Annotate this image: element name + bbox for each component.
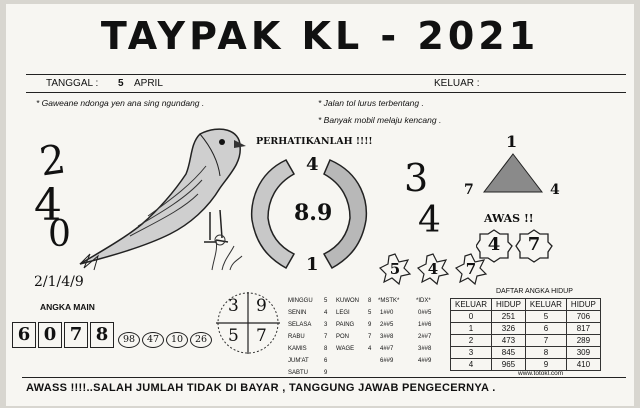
mstk-value: 1##0: [380, 310, 394, 316]
pasaran-number: 9: [368, 322, 372, 328]
table-cell: 817: [566, 323, 600, 335]
table-cell: 473: [492, 335, 526, 347]
table-cell: 289: [566, 335, 600, 347]
triangle-right: 4: [550, 182, 560, 198]
table-row: [451, 311, 601, 323]
mstk-label: *MSTK*: [378, 298, 400, 304]
day-name: KAMIS: [288, 346, 307, 352]
table-cell: 5: [525, 311, 566, 323]
table-row: [451, 335, 601, 347]
table-cell: 8: [525, 347, 566, 359]
idx-value: 4##9: [418, 358, 432, 364]
oval-number-2: 47: [142, 332, 164, 348]
table-cell: 706: [566, 311, 600, 323]
pasaran-name: PON: [336, 334, 350, 340]
table-cell: 965: [492, 359, 526, 371]
day-name: SENIN: [288, 310, 307, 316]
day-name: SABTU: [288, 370, 309, 376]
date-day: 5: [118, 78, 124, 89]
handwritten-digit-bottom: 0: [48, 214, 71, 255]
star-number-3: 7: [465, 260, 477, 278]
mstk-value: 6##9: [380, 358, 394, 364]
table-row: [451, 359, 601, 371]
mstk-value: 4##7: [380, 346, 394, 352]
idx-value: 3##8: [418, 346, 432, 352]
footer-rule: [22, 377, 626, 378]
cross-top-right: 9: [256, 296, 267, 316]
page-title: TAYPAK KL - 2021: [100, 14, 540, 58]
table-cell: 410: [566, 359, 600, 371]
star-number-2: 4: [427, 260, 439, 278]
handwritten-digit-middle: 4: [34, 180, 62, 231]
table-cell: 309: [566, 347, 600, 359]
cross-bottom-left: 5: [228, 326, 239, 346]
table-cell: 845: [492, 347, 526, 359]
day-number: 4: [324, 310, 328, 316]
table-cell: 4: [451, 359, 492, 371]
table-cell: 9: [525, 359, 566, 371]
pasaran-number: 5: [368, 310, 372, 316]
angka-main-digit-2: 0: [38, 322, 62, 348]
table-cell: 326: [492, 323, 526, 335]
perhatikanlah-top: 4: [306, 154, 319, 175]
table-row: [451, 323, 601, 335]
perhatikanlah-label: PERHATIKANLAH !!!!: [256, 136, 373, 147]
table-cell: 251: [492, 311, 526, 323]
table-cell: 2: [451, 335, 492, 347]
daftar-angka-hidup-table: [450, 298, 601, 371]
tanggal-label: TANGGAL :: [46, 78, 99, 89]
header-top-rule: [26, 74, 626, 75]
website-text: www.totokl.com: [518, 370, 564, 377]
column-header: KELUAR: [525, 299, 566, 311]
pasaran-number: 4: [368, 346, 372, 352]
note-3: * Banyak mobil melaju kencang .: [318, 115, 442, 125]
handwritten-digit-right-top: 3: [404, 156, 429, 200]
angka-main-digit-1: 6: [12, 322, 36, 348]
triangle-shape: [482, 152, 544, 194]
day-number: 5: [324, 298, 328, 304]
column-header: HIDUP: [492, 299, 526, 311]
table-cell: 3: [451, 347, 492, 359]
angka-main-label: ANGKA MAIN: [40, 302, 95, 312]
pasaran-name: KUWON: [336, 298, 359, 304]
pasaran-name: PAING: [336, 322, 355, 328]
pair-numbers: 2/1/4/9: [34, 274, 84, 290]
column-header: KELUAR: [451, 299, 492, 311]
awas-label: AWAS !!: [484, 212, 534, 225]
awas-number-1: 4: [487, 234, 501, 255]
footer-warning: AWASS !!!!..SALAH JUMLAH TIDAK DI BAYAR , TANGGUNG JAWAB PENGECERNYA .: [26, 382, 496, 394]
idx-value: 1##6: [418, 322, 432, 328]
mstk-value: 2##5: [380, 322, 394, 328]
plant-sketch: [204, 226, 250, 272]
idx-value: 2##7: [418, 334, 432, 340]
perhatikanlah-bottom: 1: [306, 254, 319, 275]
cross-top-left: 3: [228, 296, 239, 316]
mstk-value: 3##8: [380, 334, 394, 340]
triangle-top: 1: [506, 132, 518, 151]
dotted-cross-circle: [212, 290, 284, 356]
angka-main-digit-3: 7: [64, 322, 88, 348]
idx-value: 0##5: [418, 310, 432, 316]
idx-label: *IDX*: [416, 298, 431, 304]
daftar-title: DAFTAR ANGKA HIDUP: [496, 288, 573, 295]
day-number: 7: [324, 334, 328, 340]
handwritten-digit-top: 2: [36, 136, 69, 186]
pasaran-number: 7: [368, 334, 372, 340]
day-number: 9: [324, 370, 328, 376]
table-cell: 1: [451, 323, 492, 335]
day-name: MINGGU: [288, 298, 313, 304]
star-number-1: 5: [389, 260, 401, 278]
keluar-label: KELUAR :: [434, 78, 480, 89]
table-row: [451, 347, 601, 359]
day-name: SELASA: [288, 322, 312, 328]
table-cell: 6: [525, 323, 566, 335]
angka-main-digit-4: 8: [90, 322, 114, 348]
awas-number-2: 7: [527, 234, 541, 255]
day-number: 6: [324, 358, 328, 364]
triangle-left: 7: [464, 182, 474, 198]
column-header: HIDUP: [566, 299, 600, 311]
cross-bottom-right: 7: [256, 326, 267, 346]
day-name: RABU: [288, 334, 305, 340]
perhatikanlah-center: 8.9: [294, 200, 333, 226]
table-cell: 0: [451, 311, 492, 323]
table-header-row: [451, 299, 601, 311]
day-number: 3: [324, 322, 328, 328]
day-name: JUM'AT: [288, 358, 309, 364]
pasaran-name: LEGI: [336, 310, 350, 316]
prediction-sheet: [6, 4, 634, 406]
header-bottom-rule: [26, 92, 626, 93]
date-month: APRIL: [134, 78, 163, 89]
oval-number-3: 10: [166, 332, 188, 348]
day-number: 8: [324, 346, 328, 352]
table-cell: 7: [525, 335, 566, 347]
oval-number-1: 98: [118, 332, 140, 348]
note-1: * Gaweane ndonga yen ana sing ngundang .: [36, 98, 205, 108]
note-2: * Jalan tol lurus terbentang .: [318, 98, 424, 108]
handwritten-digit-right-bottom: 4: [418, 200, 441, 241]
pasaran-number: 8: [368, 298, 372, 304]
oval-number-4: 26: [190, 332, 212, 348]
pasaran-name: WAGE: [336, 346, 355, 352]
